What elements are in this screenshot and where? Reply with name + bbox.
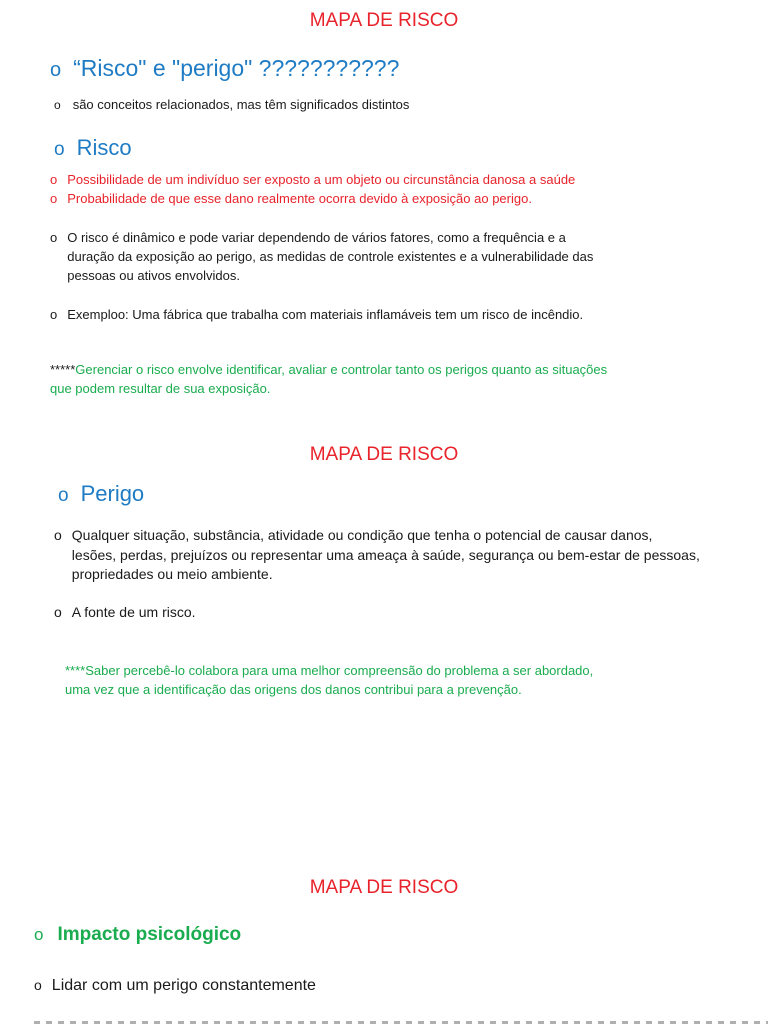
perigo-heading: Perigo xyxy=(80,481,145,506)
bullet-icon: o xyxy=(50,172,58,187)
perigo-def-line-1: Qualquer situação, substância, atividade ou condição que tenha o potencial de causar danos, xyxy=(71,527,653,543)
slide3-title: MAPA DE RISCO xyxy=(309,877,459,898)
bullet-icon: o xyxy=(50,307,58,322)
risk-heading-row xyxy=(54,135,132,161)
slide1-title: MAPA DE RISCO xyxy=(309,10,459,31)
risk-note-prefix: ***** xyxy=(50,362,76,377)
slide1-intro: são conceitos relacionados, mas têm significados distintos xyxy=(72,97,410,112)
impact-item-row xyxy=(34,977,316,995)
perigo-def-line-2: lesões, perdas, prejuízos ou representar uma ameaça à saúde, segurança ou bem-estar de pessoas, xyxy=(71,546,700,563)
cut-off-line xyxy=(34,1012,768,1024)
perigo-heading-row xyxy=(58,481,144,507)
bullet-icon: o xyxy=(54,604,62,620)
perigo-def-line-3: propriedades ou meio ambiente. xyxy=(71,566,273,582)
slide1-heading: “Risco" e "perigo" ??????????? xyxy=(73,55,400,81)
slide1-intro-row xyxy=(54,95,409,115)
risk-example-row xyxy=(50,305,583,324)
bullet-icon: o xyxy=(54,139,65,160)
risk-def-row-1 xyxy=(50,170,575,189)
impact-item: Lidar com um perigo constantemente xyxy=(51,977,316,994)
risk-note-line-2: que podem resultar de sua exposição. xyxy=(50,381,271,396)
bullet-icon: o xyxy=(50,191,58,206)
bullet-icon: o xyxy=(50,59,62,81)
risk-note xyxy=(50,360,607,398)
perigo-note-line-2: uma vez que a identificação das origens dos danos contribui para a prevenção. xyxy=(65,682,522,697)
risk-dynamic-line-3: pessoas ou ativos envolvidos. xyxy=(67,268,240,283)
risk-def-row-2 xyxy=(50,189,532,208)
perigo-note-line-1: ****Saber percebê-lo colabora para uma melhor compreensão do problema a ser abordado, xyxy=(65,663,594,678)
risk-example: Exemploo: Uma fábrica que trabalha com materiais inflamáveis tem um risco de incêndio. xyxy=(67,307,584,322)
risk-dynamic-row xyxy=(50,228,593,285)
risk-note-line-1: Gerenciar o risco envolve identificar, avaliar e controlar tanto os perigos quanto as situações xyxy=(75,362,608,377)
risk-dynamic-line-2: duração da exposição ao perigo, as medidas de controle existentes e a vulnerabilidade das xyxy=(67,249,594,264)
bullet-icon: o xyxy=(54,527,62,543)
perigo-note xyxy=(65,661,593,699)
bullet-icon: o xyxy=(34,925,44,944)
risk-heading: Risco xyxy=(76,135,132,160)
impact-heading-row xyxy=(34,924,241,946)
slide1-heading-row xyxy=(50,55,399,82)
risk-dynamic-line-1: O risco é dinâmico e pode variar dependendo de vários fatores, como a frequência e a xyxy=(67,230,566,245)
slide2-title: MAPA DE RISCO xyxy=(309,444,459,465)
impact-heading: Impacto psicológico xyxy=(57,924,242,945)
perigo-source-row xyxy=(54,603,196,623)
perigo-def-row xyxy=(54,526,700,585)
risk-def-2: Probabilidade de que esse dano realmente ocorra devido à exposição ao perigo. xyxy=(67,191,532,206)
bullet-icon: o xyxy=(54,98,61,112)
bullet-icon: o xyxy=(34,977,42,993)
risk-def-1: Possibilidade de um indivíduo ser exposto a um objeto ou circunstância danosa a saúde xyxy=(67,172,576,187)
bullet-icon: o xyxy=(58,485,69,506)
perigo-source: A fonte de um risco. xyxy=(71,604,196,620)
bullet-icon: o xyxy=(50,230,58,245)
